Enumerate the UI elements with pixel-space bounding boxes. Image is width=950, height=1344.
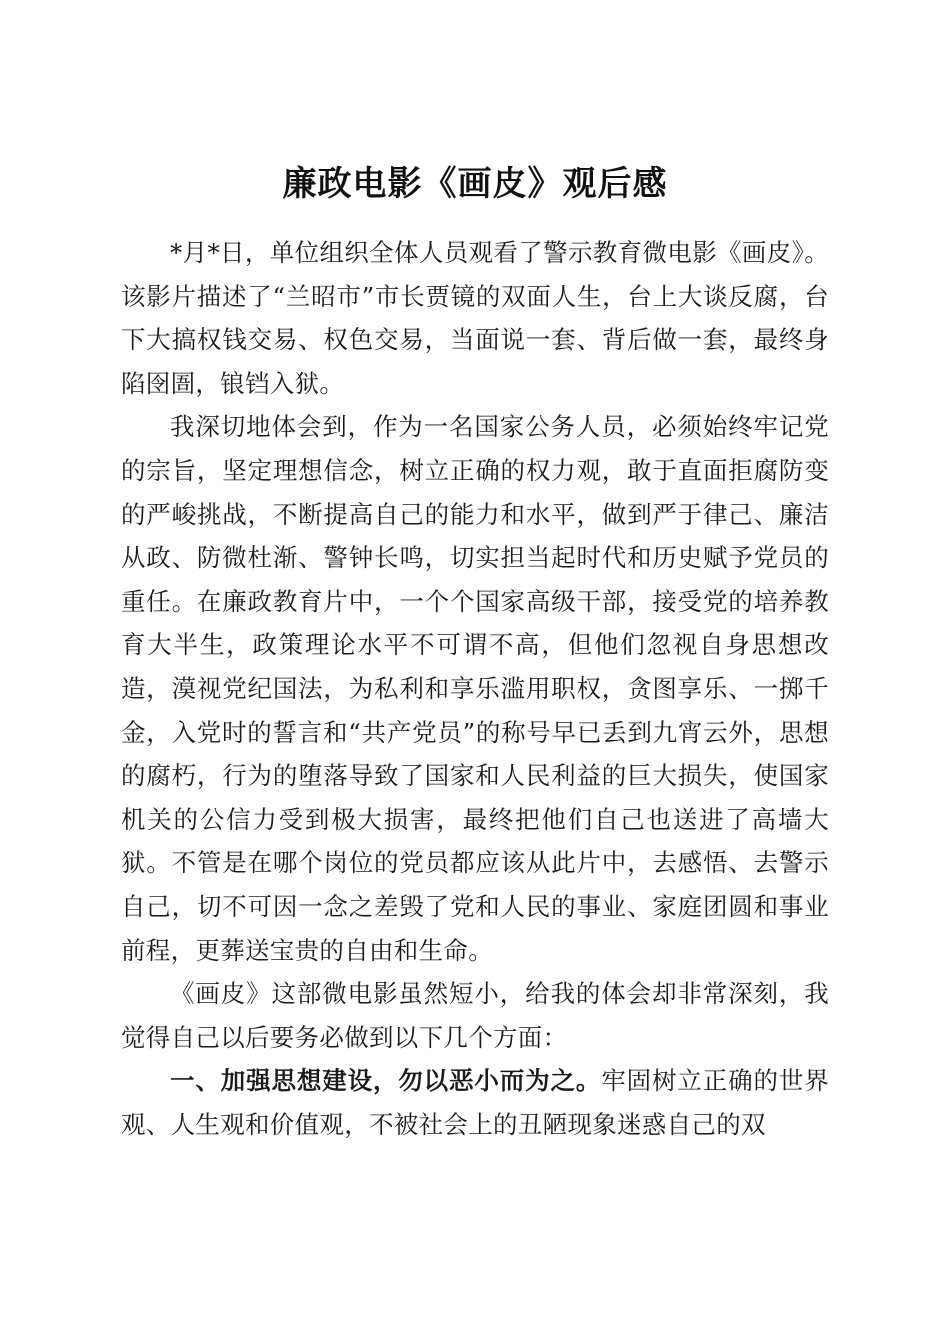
section-heading-1: 一、加强思想建设，勿以恶小而为之。 xyxy=(170,1066,602,1096)
paragraph-4 xyxy=(121,1059,829,1146)
paragraph-1-text: *月*日，单位组织全体人员观看了警示教育微电影《画皮》。该影片描述了“兰昭市”市长贾镜的双面人生，台上大谈反腐，台下大搞权钱交易、权色交易，当面说一套、背后做一套，最终身陷囹圄，锒铛入狱。 xyxy=(121,238,829,398)
paragraph-1 xyxy=(121,231,829,405)
document-body xyxy=(121,231,829,1146)
page-title: 廉政电影《画皮》观后感 xyxy=(282,163,668,204)
paragraph-2 xyxy=(121,405,829,972)
paragraph-4-text: 牢固树立正确的世界观、人生观和价值观，不被社会上的丑陋现象迷惑自己的双 xyxy=(121,1066,829,1139)
paragraph-3-text: 《画皮》这部微电影虽然短小，给我的体会却非常深刻，我觉得自己以后要务必做到以下几个方面： xyxy=(121,979,829,1052)
paragraph-2-text: 我深切地体会到，作为一名国家公务人员，必须始终牢记党的宗旨，坚定理想信念，树立正确的权力观，敢于直面拒腐防变的严峻挑战，不断提高自己的能力和水平，做到严于律己、廉洁从政、防微杜渐、警钟长鸣，切实担当起时代和历史赋予党员的重任。在廉政教育片中，一个个国家高级干部，接受党的培养教育大半生，政策理论水平不可谓不高，但他们忽视自身思想改造，漠视党纪国法，为私利和享乐滥用职权，贪图享乐、一掷千金，入党时的誓言和“共产党员”的称号早已丢到九宵云外，思想的腐朽，行为的堕落导致了国家和人民利益的巨大损失，使国家机关的公信力受到极大损害，最终把他们自己也送进了高墙大狱。不管是在哪个岗位的党员都应该从此片中，去感悟、去警示自己，切不可因一念之差毁了党和人民的事业、家庭团圆和事业前程，更葬送宝贵的自由和生命。 xyxy=(121,412,829,965)
paragraph-3 xyxy=(121,972,829,1059)
